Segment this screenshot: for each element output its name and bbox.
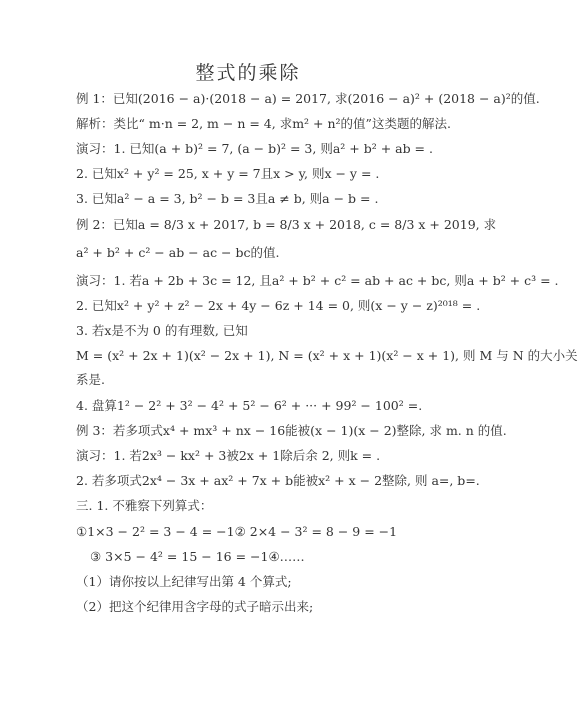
example-1-line: 例 1：已知(2016 − a)·(2018 − a) = 2017, 求(2016 − a)² + (2018 − a)²的值. <box>76 91 540 106</box>
practice-2-3-end-line: 系是. <box>76 372 105 387</box>
practice-2-2-line: 2. 已知x² + y² + z² − 2x + 4y − 6z + 14 = 0, 则(x − y − z)²⁰¹⁸ = . <box>76 298 481 313</box>
practice-3-1-line: 演习：1. 若2x³ − kx² + 3被2x + 1除后余 2, 则k = . <box>76 448 381 463</box>
question-2-line: （2）把这个纪律用含字母的式子暗示出来; <box>76 599 314 614</box>
example-2-line: 例 2：已知a = 8/3 x + 2017, b = 8/3 x + 2018, c = 8/3 x + 2019, 求 <box>76 217 497 232</box>
question-1-line: （1）请你按以上纪律写出第 4 个算式; <box>76 574 292 589</box>
practice-3-2-line: 2. 若多项式2x⁴ − 3x + ax² + 7x + b能被x² + x − 2整除, 则 a=, b=. <box>76 473 480 488</box>
pattern-line-1: ①1×3 − 2² = 3 − 4 = −1② 2×4 − 3² = 8 − 9 = −1 <box>76 524 398 539</box>
practice-1-1-line: 演习：1. 已知(a + b)² = 7, (a − b)² = 3, 则a² + b² + ab = . <box>76 141 433 156</box>
pattern-line-2: ③ 3×5 − 4² = 15 − 16 = −1④…… <box>90 549 305 564</box>
practice-1-2-line: 2. 已知x² + y² = 25, x + y = 7且x > y, 则x − y = . <box>76 166 380 181</box>
example-3-line: 例 3：若多项式x⁴ + mx³ + nx − 16能被(x − 1)(x − 2)整除, 求 m. n 的值. <box>76 423 507 438</box>
analysis-line: 解析：类比“ m·n = 2, m − n = 4, 求m² + n²的值”这类题的解法. <box>76 116 451 131</box>
page-title: 整式的乘除 <box>195 62 301 84</box>
practice-2-3-mn-line: M = (x² + 2x + 1)(x² − 2x + 1), N = (x² + x + 1)(x² − x + 1), 则 M 与 N 的大小关 <box>76 348 578 363</box>
practice-2-1-line: 演习：1. 若a + 2b + 3c = 12, 且a² + b² + c² = ab + ac + bc, 则a + b² + c³ = . <box>76 273 559 288</box>
section-3-heading: 三. 1. 不雅察下列算式： <box>76 498 213 513</box>
practice-1-3-line: 3. 已知a² − a = 3, b² − b = 3且a ≠ b, 则a − b = . <box>76 191 379 206</box>
practice-2-4-line: 4. 盘算1² − 2² + 3² − 4² + 5² − 6² + ··· + 99² − 100² =. <box>76 398 423 413</box>
example-2-cont-line: a² + b² + c² − ab − ac − bc的值. <box>76 245 280 260</box>
practice-2-3-line: 3. 若x是不为 0 的有理数, 已知 <box>76 323 248 338</box>
